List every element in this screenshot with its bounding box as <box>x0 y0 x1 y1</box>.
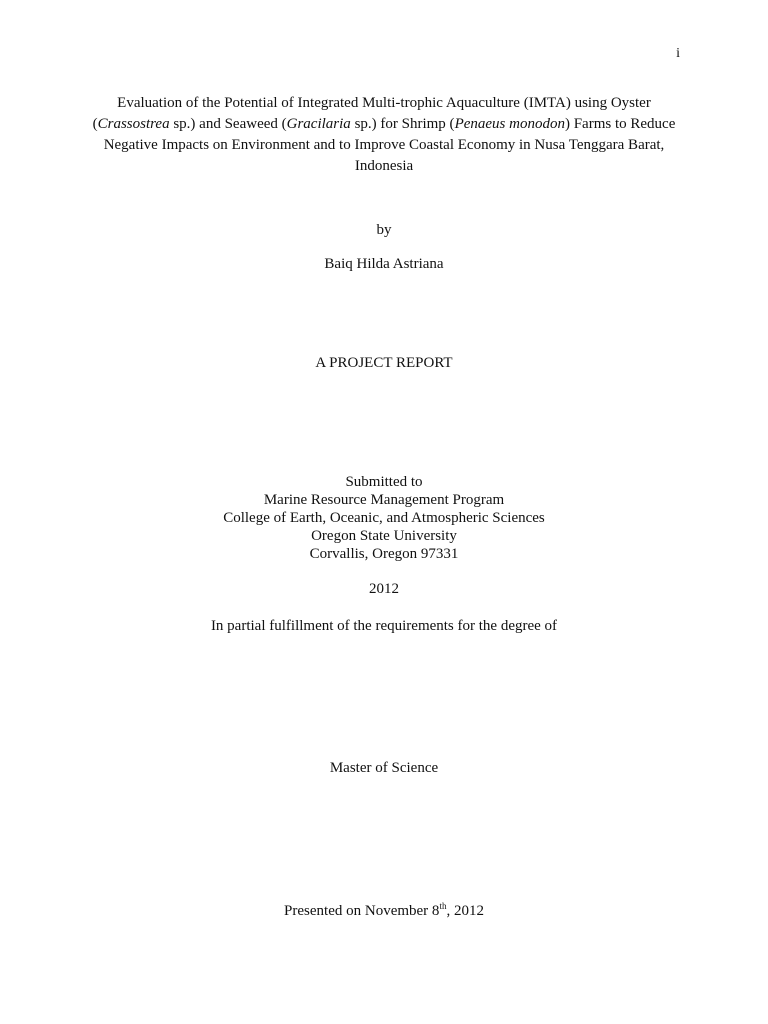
submission-year: 2012 <box>369 581 399 597</box>
submitted-to-label: Submitted to <box>345 474 423 490</box>
page-number: i <box>676 46 680 61</box>
presented-ordinal-suffix: th <box>439 901 447 911</box>
degree-name: Master of Science <box>329 760 439 776</box>
report-title <box>84 93 684 177</box>
title-part-1: Evaluation of the Potential of Integrated Multi-trophic Aquaculture (IMTA) using Oyster ( <box>92 95 651 132</box>
university-name: Oregon State University <box>311 528 457 544</box>
title-part-3: sp.) for Shrimp ( <box>350 116 455 132</box>
presented-rest: , 2012 <box>446 903 484 919</box>
presented-prefix: Presented on November 8 <box>284 903 440 919</box>
title-species-gracilaria: Gracilaria <box>286 116 351 132</box>
report-type: A PROJECT REPORT <box>315 355 453 371</box>
title-species-crassostrea: Crassostrea <box>97 116 170 132</box>
fulfillment-statement: In partial fulfillment of the requirements for the degree of <box>210 618 558 634</box>
title-part-2: sp.) and Seaweed ( <box>169 116 287 132</box>
presentation-date <box>0 902 768 920</box>
title-species-penaeus: Penaeus monodon <box>454 116 565 132</box>
university-address: Corvallis, Oregon 97331 <box>309 546 459 562</box>
author-name: Baiq Hilda Astriana <box>324 256 444 272</box>
by-label: by <box>376 222 392 238</box>
title-part-4: ) Farms to Reduce Negative Impacts on Environment and to Improve Coastal Economy in Nusa Tenggara Barat, Indonesia <box>103 116 676 174</box>
submission-block <box>0 473 768 563</box>
program-name: Marine Resource Management Program <box>263 492 505 508</box>
college-name: College of Earth, Oceanic, and Atmospheric Sciences <box>223 510 545 526</box>
